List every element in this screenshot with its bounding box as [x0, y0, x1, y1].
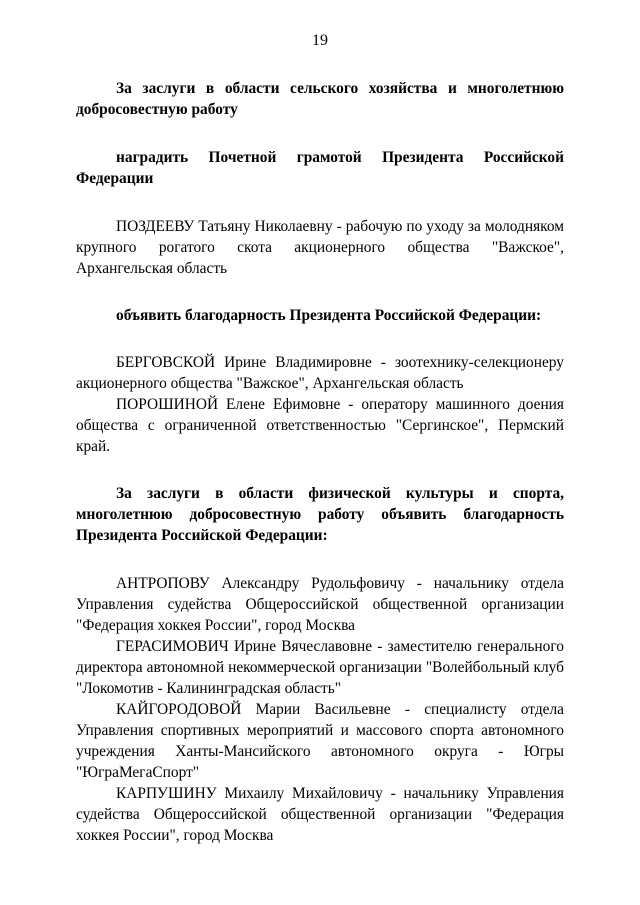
- sport-section-heading: За заслуги в области физической культуры и спорта, многолетнюю добросовестную работу объявить благодарность Президента Российской Федерации:: [76, 485, 564, 544]
- document-body: [76, 78, 564, 846]
- awardee-kaygorodova: КАЙГОРОДОВОЙ Марии Васильевне - специалисту отдела Управления спортивных мероприятий и массового спорта автономного учреждения Ханты-Мансийского автономного округа - Югры "ЮграМегаСпорт": [76, 701, 564, 781]
- awardee-pozdeeva: ПОЗДЕЕВУ Татьяну Николаевну - рабочую по уходу за молодняком крупного рогатого скота акционерного общества "Важское", Архангельская область: [76, 218, 564, 277]
- gratitude-heading-agriculture: объявить благодарность Президента Российской Федерации:: [116, 307, 542, 324]
- awardee-antropov: АНТРОПОВУ Александру Рудольфовичу - начальнику отдела Управления судейства Общероссийской общественной организации "Федерация хоккея России", город Москва: [76, 575, 564, 634]
- awardee-poroshina: ПОРОШИНОЙ Елене Ефимовне - оператору машинного доения общества с ограниченной ответственностью "Сергинское", Пермский край.: [76, 396, 564, 455]
- award-certificate-heading: наградить Почетной грамотой Президента Российской Федерации: [76, 149, 564, 187]
- awardee-gerasimovich: ГЕРАСИМОВИЧ Ирине Вячеславовне - заместителю генерального директора автономной некоммерческой организации "Волейбольный клуб "Локомотив - Калининградская область": [76, 638, 564, 697]
- awardee-karpushin: КАРПУШИНУ Михаилу Михайловичу - начальнику Управления судейства Общероссийской общественной организации "Федерация хоккея России", город Москва: [76, 785, 564, 844]
- awardee-bergovskaya: БЕРГОВСКОЙ Ирине Владимировне - зоотехнику-селекционеру акционерного общества "Важское", Архангельская область: [76, 354, 564, 392]
- page-number: 19: [312, 32, 328, 49]
- agriculture-section-heading: За заслуги в области сельского хозяйства и многолетнюю добросовестную работу: [76, 80, 564, 118]
